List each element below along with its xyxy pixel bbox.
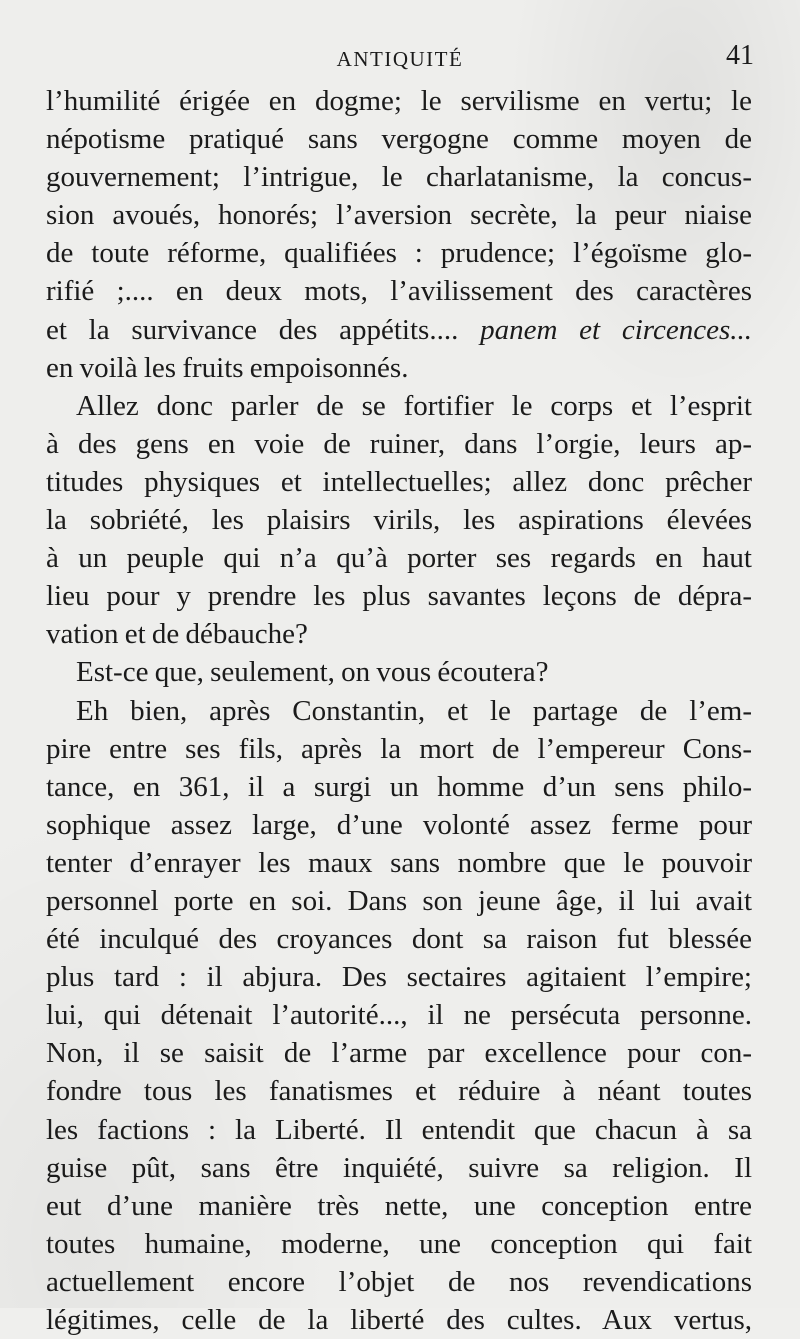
text-line <box>46 1301 752 1339</box>
text-line-content: pire entre ses fils, après la mort de l’empereur Cons- <box>46 732 752 765</box>
text-line <box>46 692 752 730</box>
text-line <box>46 1225 752 1263</box>
text-line-content: légitimes, celle de la liberté des cultes. Aux vertus, <box>46 1304 752 1336</box>
text-line <box>46 1149 752 1187</box>
text-line-content: fondre tous les fanatismes et réduire à néant toutes <box>46 1075 752 1108</box>
text-line <box>46 82 752 120</box>
text-line-content: sion avoués, honorés; l’aversion secrète, la peur niaise <box>46 199 752 232</box>
text-line <box>46 882 752 920</box>
text-line-content: tenter d’enrayer les maux sans nombre que le pouvoir <box>46 846 752 879</box>
text-line-content: l’humilité érigée en dogme; le servilisme en vertu; le <box>46 85 752 117</box>
text-line-content: guise pût, sans être inquiété, suivre sa religion. Il <box>46 1151 752 1184</box>
text-line-content: sophique assez large, d’une volonté assez ferme pour <box>46 808 752 841</box>
text-line-content: gouvernement; l’intrigue, le charlatanisme, la concus- <box>46 161 752 194</box>
text-line-content: à un peuple qui n’a qu’à porter ses regards en haut <box>46 542 752 575</box>
text-line <box>46 539 752 577</box>
text-line-content: personnel porte en soi. Dans son jeune âge, il lui avait <box>46 884 752 917</box>
text-line <box>46 577 752 615</box>
running-head <box>46 40 754 80</box>
text-line <box>46 120 752 158</box>
italic-phrase: panem et circences... <box>480 313 752 346</box>
text-line <box>46 730 752 768</box>
text-line <box>46 806 752 844</box>
text-line <box>46 768 752 806</box>
text-line <box>46 653 752 691</box>
text-line <box>46 1187 752 1225</box>
text-line <box>46 920 752 958</box>
text-line <box>46 158 752 196</box>
text-line <box>46 425 752 463</box>
text-line <box>46 311 752 349</box>
text-line <box>46 501 752 539</box>
text-line <box>46 615 752 653</box>
text-line <box>46 1263 752 1301</box>
text-line <box>46 234 752 272</box>
text-line-content: toutes humaine, moderne, une conception qui fait <box>46 1227 752 1260</box>
text-line <box>46 272 752 310</box>
text-line <box>46 958 752 996</box>
text-line-content: vation et de débauche? <box>46 618 308 651</box>
text-line <box>46 387 752 425</box>
text-line <box>46 844 752 882</box>
text-line-content: été inculqué des croyances dont sa raison fut blessée <box>46 923 752 956</box>
running-title: ANTIQUITÉ <box>336 47 464 71</box>
text-line-content: lui, qui détenait l’autorité..., il ne persécuta personne. <box>46 999 752 1032</box>
text-line-content: eut d’une manière très nette, une conception entre <box>46 1189 752 1222</box>
text-line-content: Est-ce que, seulement, on vous écoutera? <box>76 656 549 689</box>
text-line-content: la sobriété, les plaisirs virils, les aspirations élevées <box>46 504 752 537</box>
text-line-content: Eh bien, après Constantin, et le partage de l’em- <box>76 694 752 727</box>
text-line-content: Allez donc parler de se fortifier le corps et l’esprit <box>76 389 752 422</box>
page-number: 41 <box>726 40 754 71</box>
text-line <box>46 996 752 1034</box>
text-line-content: de toute réforme, qualifiées : prudence; l’égoïsme glo- <box>46 237 752 270</box>
text-line-content: titudes physiques et intellectuelles; allez donc prêcher <box>46 465 752 498</box>
text-line <box>46 463 752 501</box>
text-line-content: rifié ;.... en deux mots, l’avilissement des caractères <box>46 275 752 308</box>
text-line-content: à des gens en voie de ruiner, dans l’orgie, leurs ap- <box>46 427 752 460</box>
text-line <box>46 1111 752 1149</box>
text-line-content: les factions : la Liberté. Il entendit que chacun à sa <box>46 1113 752 1146</box>
text-line <box>46 1072 752 1110</box>
text-line-content: actuellement encore l’objet de nos revendications <box>46 1265 752 1298</box>
body-text <box>46 82 752 1339</box>
text-line-content: plus tard : il abjura. Des sectaires agitaient l’empire; <box>46 961 752 994</box>
text-line <box>46 349 752 387</box>
text-line <box>46 196 752 234</box>
text-line-content: en voilà les fruits empoisonnés. <box>46 351 409 384</box>
text-line-content: tance, en 361, il a surgi un homme d’un sens philo- <box>46 770 752 803</box>
text-line-content: et la survivance des appétits.... <box>46 313 481 346</box>
text-line-content: lieu pour y prendre les plus savantes leçons de dépra- <box>46 580 752 613</box>
text-line <box>46 1034 752 1072</box>
text-line-content: Non, il se saisit de l’arme par excellence pour con- <box>46 1037 752 1070</box>
text-line-content: népotisme pratiqué sans vergogne comme moyen de <box>46 123 752 156</box>
